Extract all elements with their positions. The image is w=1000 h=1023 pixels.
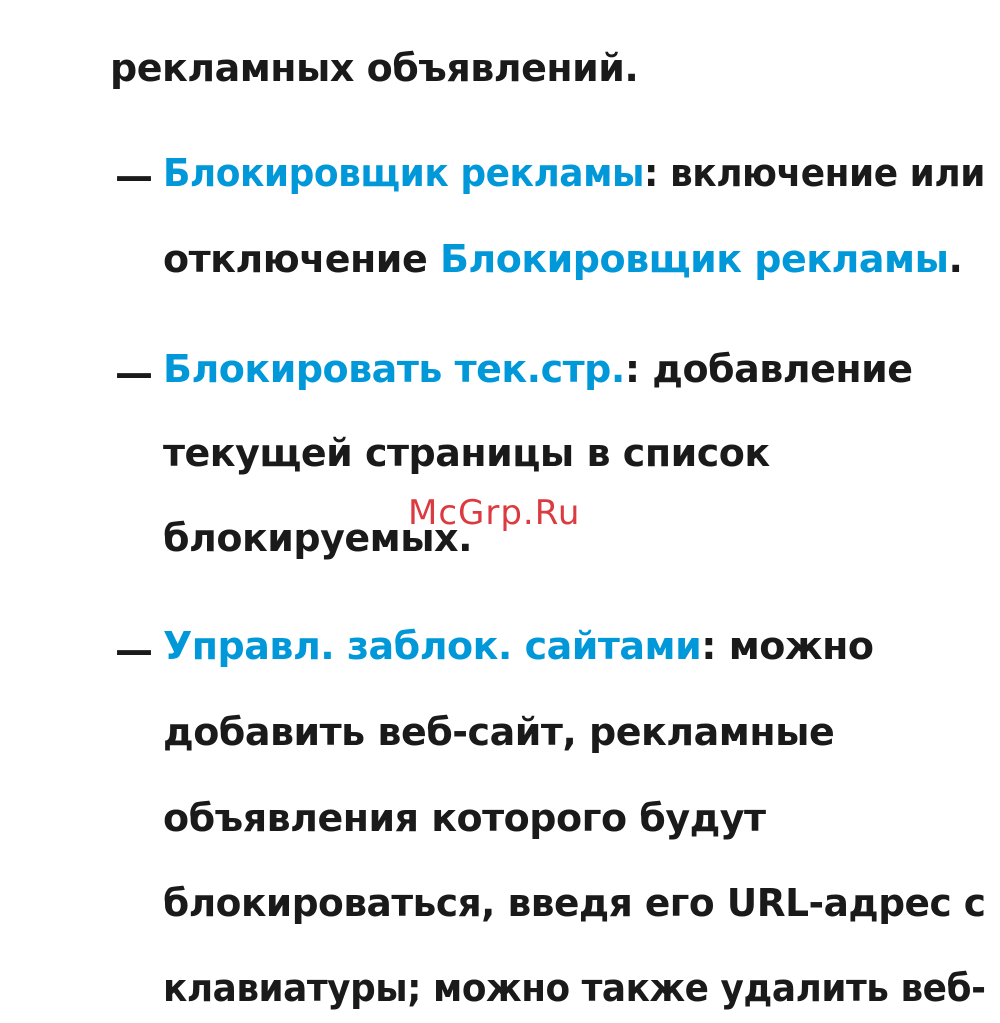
item-3-line-5 — [163, 965, 985, 1011]
item-2-line-1 — [163, 346, 913, 392]
item-2-separator: : — [624, 347, 653, 391]
item-3-desc: можно — [728, 624, 874, 668]
item-3-line-4 — [163, 880, 986, 926]
item-3-line-3 — [163, 795, 766, 841]
item-1-term: Блокировщик рекламы — [163, 151, 645, 195]
item-2-line-2 — [163, 430, 770, 476]
item-1-desc-post: . — [948, 237, 963, 281]
intro-line: рекламных объявлений. — [110, 46, 639, 90]
bullet-dash: — — [115, 351, 153, 395]
watermark-text: McGrp.Ru — [408, 493, 581, 533]
item-3-line-1 — [163, 623, 874, 669]
item-3-desc-4: блокироваться, введя его URL-адрес с — [163, 881, 986, 925]
item-2-desc-2: текущей страницы в список — [163, 431, 770, 475]
intro-text — [110, 45, 638, 91]
item-3-desc-3: объявления которого будут — [163, 796, 766, 840]
item-1-line-1 — [163, 150, 985, 196]
bullet-dash: — — [115, 154, 153, 198]
item-1-desc-term: Блокировщик рекламы — [439, 237, 949, 281]
item-3-desc-2: добавить веб-сайт, рекламные — [163, 710, 835, 754]
item-3-term: Управл. заблок. сайтами — [163, 624, 702, 668]
item-1-separator: : — [644, 151, 670, 195]
item-2-term: Блокировать тек.стр. — [163, 347, 625, 391]
item-1-line-2 — [163, 236, 962, 282]
item-2-desc: добавление — [652, 347, 913, 391]
item-3-desc-5: клавиатуры; можно также удалить веб- — [163, 966, 986, 1010]
item-1-desc-pre: отключение — [163, 237, 440, 281]
item-3-line-2 — [163, 709, 834, 755]
item-1-desc: включение или — [669, 151, 985, 195]
item-3-separator: : — [701, 624, 729, 668]
item-2-desc-3: блокируемых. — [163, 516, 473, 560]
bullet-dash: — — [115, 628, 153, 672]
